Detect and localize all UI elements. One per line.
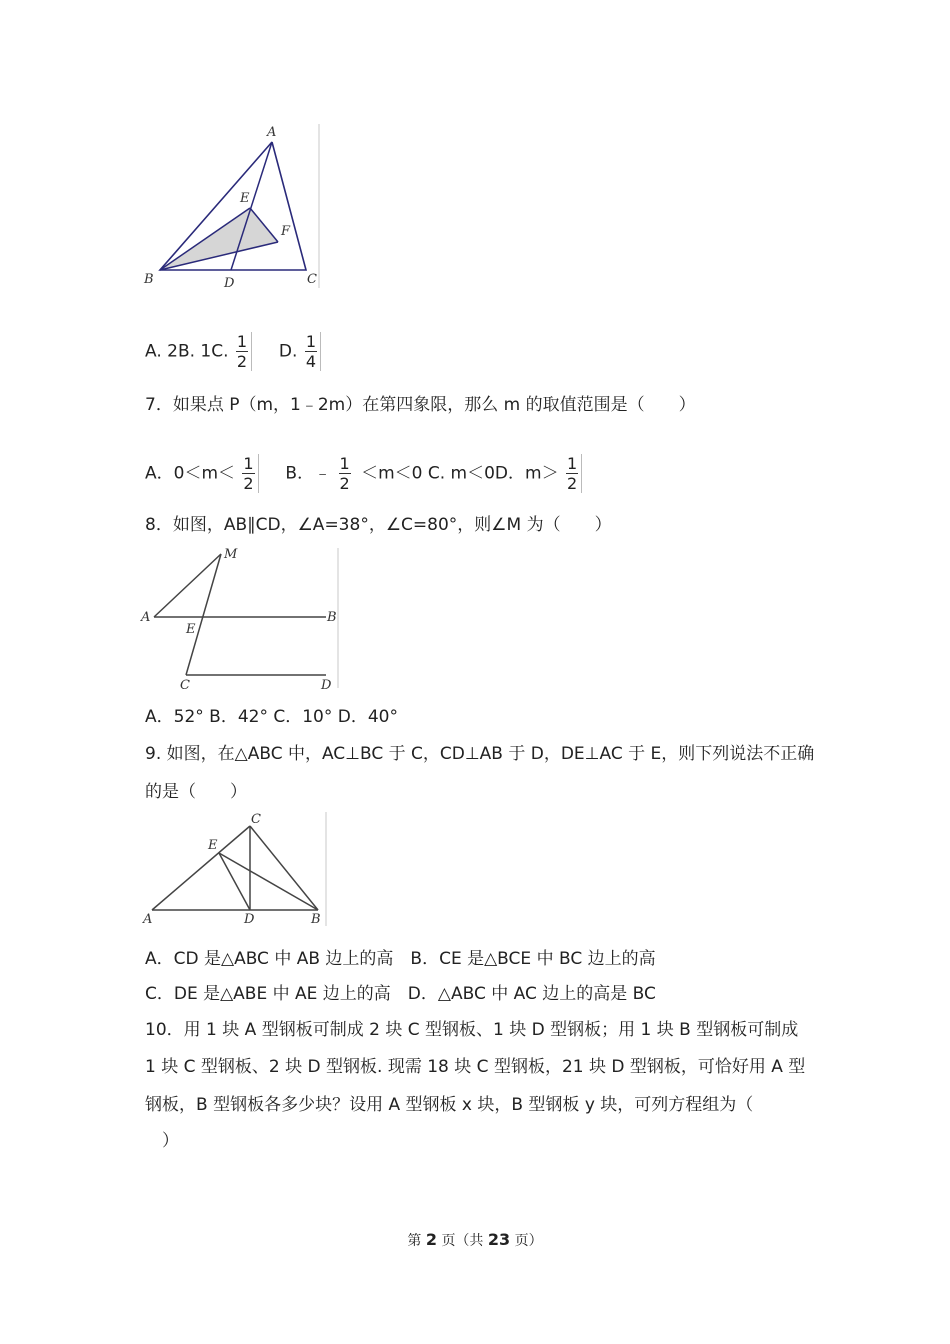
page-footer: 第 2 页（共 23 页） — [407, 1230, 543, 1249]
q9-stem-line-1: 9. 如图，在△ABC 中，AC⊥BC 于 C，CD⊥AB 于 D，DE⊥AC 于 E，则下列说法不正确 — [145, 744, 815, 764]
q9-options-ab: A．CD 是△ABC 中 AB 边上的高 B．CE 是△BCE 中 BC 边上的高 — [145, 949, 656, 969]
label-b: B — [327, 610, 337, 625]
q10-line-2: 1 块 C 型钢板、2 块 D 型钢板. 现需 18 块 C 型钢板，21 块 D 型钢板，可恰好用 A 型 — [145, 1057, 806, 1077]
label-a: A — [143, 912, 153, 927]
shaded-triangle-bef — [160, 208, 278, 270]
q10-line-3: 钢板，B 型钢板各多少块？设用 A 型钢板 x 块，B 型钢板 y 块，可列方程组为（ — [145, 1095, 754, 1115]
q7-fraction-d: $\frac{1}{2}$ — [566, 454, 582, 493]
label-c: C — [251, 812, 261, 827]
q10-line-1: 10．用 1 块 A 型钢板可制成 2 块 C 型钢板、1 块 D 型钢板；用 1 块 B 型钢板可制成 — [145, 1020, 799, 1040]
label-e: E — [240, 191, 250, 206]
figure-q9 — [140, 808, 332, 930]
label-a: A — [141, 610, 151, 625]
label-c: C — [307, 272, 317, 287]
total-pages: 23 — [487, 1230, 511, 1249]
label-f: F — [281, 224, 291, 239]
q6-fraction-d: $\frac{1}{4}$ — [305, 332, 321, 371]
q6-fraction-c: $\frac{1}{2}$ — [236, 332, 252, 371]
q7-fraction-a: $\frac{1}{2}$ — [242, 454, 258, 493]
label-d: D — [321, 678, 332, 692]
q7-fraction-b: $\frac{1}{2}$ — [339, 454, 350, 493]
label-b: B — [311, 912, 321, 927]
q9-options-cd: C．DE 是△ABE 中 AE 边上的高 D．△ABC 中 AC 边上的高是 BC — [145, 984, 656, 1004]
segment-am — [154, 554, 221, 617]
label-a: A — [267, 125, 277, 140]
q7-options: A．0＜m＜ $\frac{1}{2}$ B．﹣ $\frac{1}{2}$ ＜m＜0 C. m＜0D．m＞ $\frac{1}{2}$ — [145, 454, 584, 493]
label-d: D — [244, 912, 255, 927]
q9-stem-line-2: 的是（ ） — [145, 782, 247, 802]
segment-mc — [186, 554, 221, 675]
label-e: E — [208, 838, 218, 853]
segment-ac — [152, 826, 250, 910]
q7-stem: 7．如果点 P（m，1﹣2m）在第四象限，那么 m 的取值范围是（ ） — [145, 395, 696, 415]
label-m: M — [224, 547, 238, 562]
page-number: 2 — [425, 1230, 437, 1249]
q6-options-text: A. 2B. 1C. — [145, 341, 229, 362]
label-c: C — [180, 678, 190, 692]
q6-options — [145, 332, 323, 371]
segment-cb — [250, 826, 318, 910]
label-e: E — [186, 622, 196, 637]
q8-stem: 8．如图，AB∥CD，∠A=38°，∠C=80°，则∠M 为（ ） — [145, 515, 612, 535]
q10-line-4: ） — [145, 1131, 179, 1151]
figure-q8 — [140, 544, 345, 692]
label-d: D — [224, 276, 235, 291]
figure-q6 — [140, 120, 330, 295]
segment-ad — [231, 142, 272, 270]
q8-options: A．52° B．42° C．10° D．40° — [145, 707, 398, 727]
q6-option-d-text: D. — [278, 341, 298, 362]
label-b: B — [144, 272, 154, 287]
